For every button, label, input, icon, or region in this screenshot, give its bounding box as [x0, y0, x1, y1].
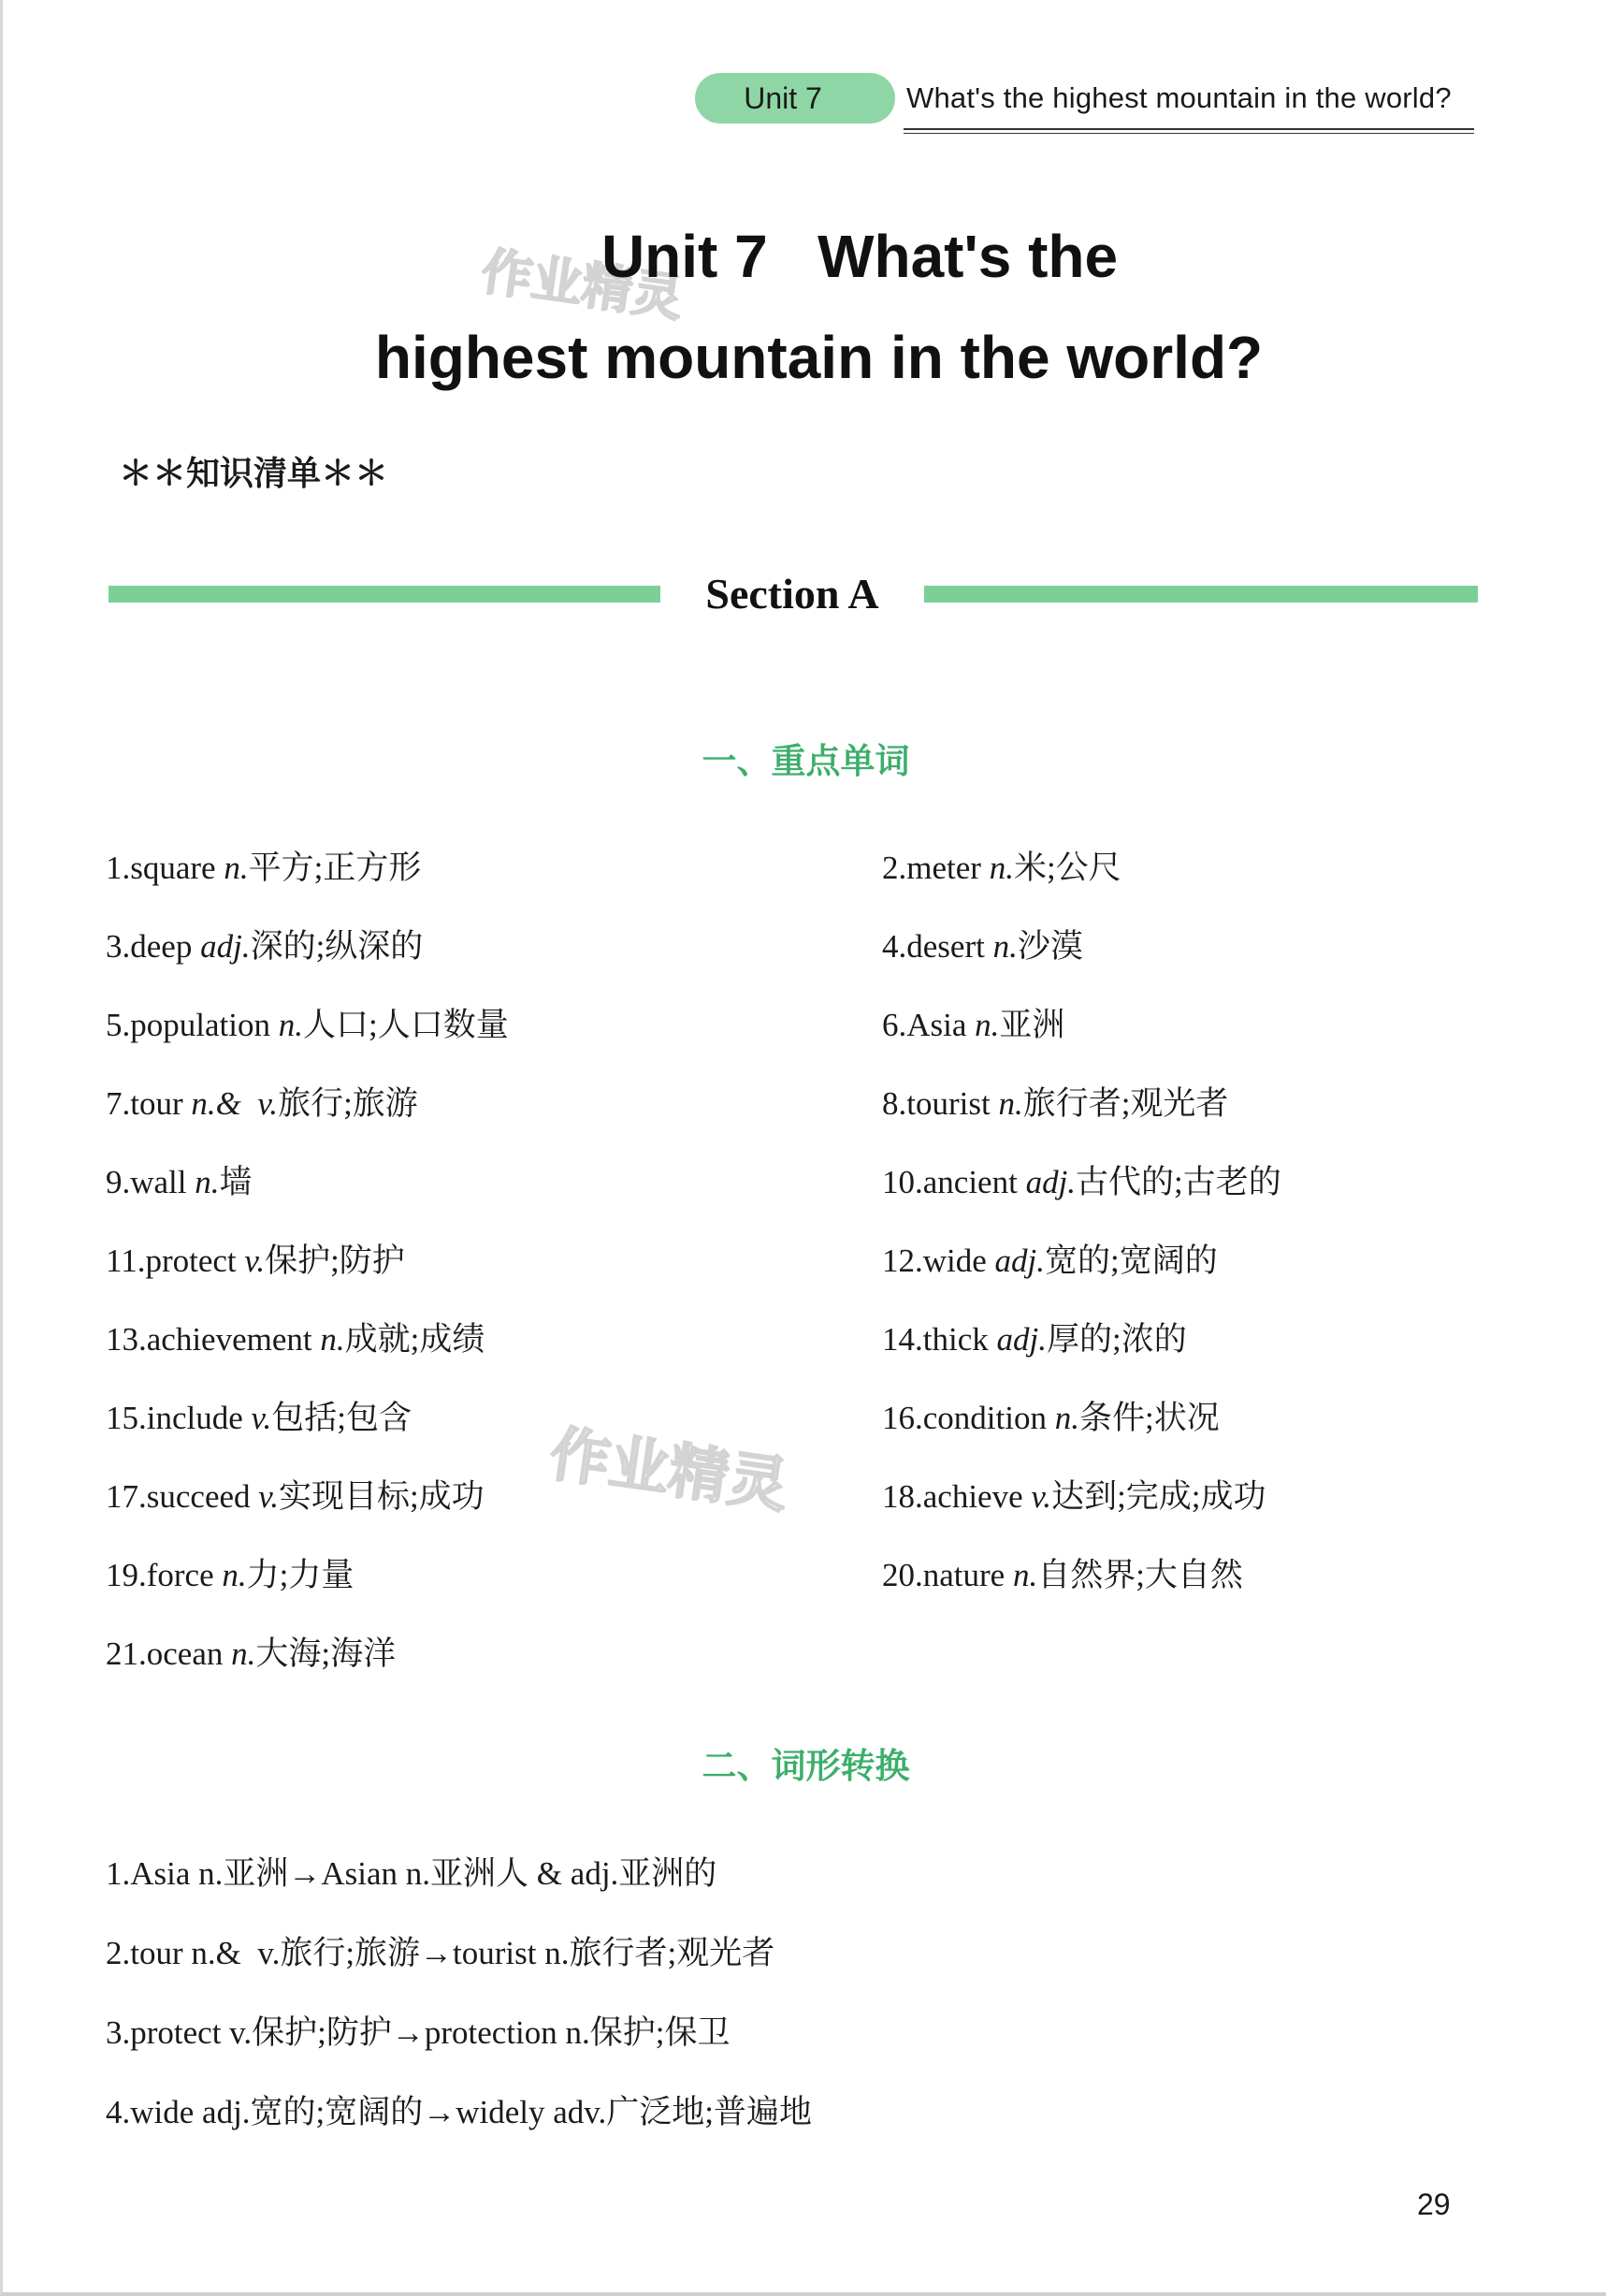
- key-word-item: [882, 921, 1083, 967]
- key-word-meaning: 平方;正方形: [248, 850, 422, 886]
- key-word-term: meter: [906, 850, 981, 886]
- word-forms-heading: 二、词形转换: [702, 1746, 910, 1786]
- key-word-number: 4.: [882, 928, 907, 965]
- word-form-number: 3.: [106, 2014, 131, 2051]
- key-word-meaning: 包括;包含: [271, 1400, 412, 1436]
- key-word-item: [882, 1549, 1243, 1596]
- key-word-item: [882, 1235, 1218, 1282]
- page-number: 29: [1417, 2187, 1451, 2221]
- key-word-pos: n.: [222, 1557, 247, 1593]
- key-word-term: deep: [130, 928, 193, 965]
- key-word-item: [882, 999, 1064, 1046]
- key-word-term: condition: [922, 1400, 1047, 1436]
- key-word-item: [882, 1078, 1228, 1125]
- key-word-meaning: 深的;纵深的: [250, 928, 424, 965]
- key-word-item: [106, 999, 509, 1046]
- key-word-meaning: 达到;完成;成功: [1051, 1478, 1266, 1515]
- word-form-text: tour n.& v.旅行;旅游→tourist n.旅行者;观光者: [130, 1935, 775, 1971]
- word-form-item: [106, 1848, 716, 1895]
- word-form-text: protect v.保护;防护→protection n.保护;保卫: [130, 2014, 731, 2051]
- key-word-pos: n.: [1054, 1400, 1079, 1436]
- key-word-item: [106, 1156, 253, 1203]
- key-word-meaning: 大海;海洋: [255, 1635, 397, 1672]
- key-word-meaning: 墙: [219, 1164, 253, 1200]
- key-word-item: [106, 1549, 354, 1596]
- key-word-term: population: [130, 1007, 270, 1043]
- key-word-pos: n.: [989, 850, 1014, 886]
- page-title-line-2: highest mountain in the world?: [374, 324, 1264, 391]
- word-form-number: 2.: [106, 1935, 131, 1971]
- key-words-heading: 一、重点单词: [702, 741, 910, 781]
- key-word-pos: n.: [320, 1321, 345, 1358]
- key-word-term: ancient: [922, 1164, 1018, 1200]
- key-word-item: [882, 1471, 1266, 1518]
- key-word-term: achieve: [922, 1478, 1023, 1515]
- key-word-number: 9.: [106, 1164, 131, 1200]
- key-word-number: 19.: [106, 1557, 147, 1593]
- key-word-meaning: 宽的;宽阔的: [1045, 1242, 1218, 1279]
- key-word-number: 17.: [106, 1478, 147, 1515]
- key-word-number: 20.: [882, 1557, 923, 1593]
- key-word-pos: v.: [251, 1400, 272, 1436]
- key-word-item: [106, 1471, 485, 1518]
- watermark: 作业精灵: [545, 1419, 793, 1522]
- key-word-term: tour: [130, 1085, 183, 1122]
- key-word-number: 12.: [882, 1242, 923, 1279]
- key-word-meaning: 厚的;浓的: [1046, 1321, 1187, 1358]
- key-word-pos: v.: [258, 1478, 279, 1515]
- key-word-item: [106, 1628, 396, 1675]
- key-word-pos: v.: [1031, 1478, 1052, 1515]
- word-form-text: Asia n.亚洲→Asian n.亚洲人 & adj.亚洲的: [130, 1855, 717, 1892]
- key-word-number: 8.: [882, 1085, 907, 1122]
- key-word-term: wide: [922, 1242, 987, 1279]
- running-header-title: What's the highest mountain in the world?: [906, 81, 1452, 114]
- key-word-meaning: 条件;状况: [1078, 1400, 1220, 1436]
- key-word-number: 7.: [106, 1085, 131, 1122]
- key-word-pos: n.: [1012, 1557, 1038, 1593]
- key-word-item: [106, 1078, 418, 1125]
- header-rule: [904, 128, 1474, 134]
- key-word-item: [106, 1235, 405, 1282]
- key-word-meaning: 亚洲: [999, 1007, 1065, 1043]
- key-word-meaning: 古代的;古老的: [1076, 1164, 1281, 1200]
- key-word-number: 15.: [106, 1400, 147, 1436]
- key-word-term: succeed: [146, 1478, 251, 1515]
- key-word-number: 14.: [882, 1321, 923, 1358]
- key-word-meaning: 旅行者;观光者: [1022, 1085, 1229, 1122]
- key-word-number: 2.: [882, 850, 907, 886]
- key-word-meaning: 米;公尺: [1013, 850, 1121, 886]
- key-word-meaning: 旅行;旅游: [278, 1085, 418, 1122]
- key-word-number: 18.: [882, 1478, 923, 1515]
- key-word-item: [882, 1392, 1220, 1439]
- section-band-right: [924, 586, 1478, 603]
- key-word-term: thick: [922, 1321, 989, 1358]
- page-title-line-1: Unit 7 What's the: [600, 223, 1119, 290]
- key-word-item: [106, 921, 423, 967]
- key-word-term: force: [146, 1557, 214, 1593]
- key-word-number: 6.: [882, 1007, 907, 1043]
- key-word-meaning: 成就;成绩: [344, 1321, 485, 1358]
- key-word-number: 11.: [106, 1242, 146, 1279]
- unit-badge: [695, 73, 895, 124]
- page-title: [3, 206, 1606, 408]
- word-form-item: [106, 2007, 731, 2054]
- word-form-item: [106, 1927, 774, 1974]
- key-word-item: [106, 842, 421, 889]
- key-word-pos: v.: [244, 1242, 266, 1279]
- key-word-item: [882, 842, 1121, 889]
- key-word-term: include: [146, 1400, 243, 1436]
- knowledge-list-heading: ＊＊知识清单＊＊: [119, 454, 389, 493]
- key-word-term: achievement: [146, 1321, 312, 1358]
- key-word-item: [106, 1314, 485, 1360]
- section-title: Section A: [705, 570, 879, 618]
- running-header: [695, 73, 1452, 124]
- key-word-meaning: 保护;防护: [265, 1242, 405, 1279]
- key-word-number: 1.: [106, 850, 131, 886]
- key-word-term: wall: [130, 1164, 187, 1200]
- key-word-pos: adj.: [200, 928, 251, 965]
- key-word-term: ocean: [146, 1635, 224, 1672]
- key-word-item: [882, 1314, 1187, 1360]
- key-word-term: protect: [145, 1242, 237, 1279]
- key-word-pos: adj.: [1025, 1164, 1077, 1200]
- key-word-meaning: 人口;人口数量: [302, 1007, 509, 1043]
- key-word-term: Asia: [906, 1007, 967, 1043]
- unit-badge-label: Unit 7: [744, 80, 822, 115]
- key-word-term: tourist: [906, 1085, 991, 1122]
- key-word-number: 21.: [106, 1635, 147, 1672]
- key-word-pos: adj.: [996, 1321, 1047, 1358]
- key-word-term: square: [130, 850, 216, 886]
- key-word-pos: adj.: [994, 1242, 1046, 1279]
- key-word-pos: n.: [224, 850, 249, 886]
- key-word-pos: n.: [975, 1007, 1000, 1043]
- key-word-number: 10.: [882, 1164, 923, 1200]
- key-word-item: [882, 1156, 1281, 1203]
- key-word-pos: n.: [231, 1635, 256, 1672]
- key-word-meaning: 力;力量: [246, 1557, 354, 1593]
- key-word-term: nature: [922, 1557, 1006, 1593]
- key-word-number: 5.: [106, 1007, 131, 1043]
- key-word-number: 13.: [106, 1321, 147, 1358]
- key-word-number: 16.: [882, 1400, 923, 1436]
- key-word-item: [106, 1392, 412, 1439]
- key-word-number: 3.: [106, 928, 131, 965]
- key-word-meaning: 实现目标;成功: [278, 1478, 485, 1515]
- word-form-number: 1.: [106, 1855, 131, 1892]
- word-form-text: wide adj.宽的;宽阔的→widely adv.广泛地;普遍地: [130, 2094, 813, 2130]
- section-band-left: [109, 586, 660, 603]
- word-form-item: [106, 2086, 812, 2133]
- key-word-pos: n.: [998, 1085, 1023, 1122]
- key-word-meaning: 沙漠: [1017, 928, 1083, 965]
- key-word-pos: n.: [992, 928, 1018, 965]
- key-word-pos: n.: [195, 1164, 220, 1200]
- watermark: 作业精灵: [478, 241, 687, 328]
- key-word-meaning: 自然界;大自然: [1037, 1557, 1243, 1593]
- key-word-pos: n.: [278, 1007, 303, 1043]
- word-form-number: 4.: [106, 2094, 131, 2130]
- key-word-pos: n.& v.: [191, 1085, 279, 1122]
- key-word-term: desert: [906, 928, 985, 965]
